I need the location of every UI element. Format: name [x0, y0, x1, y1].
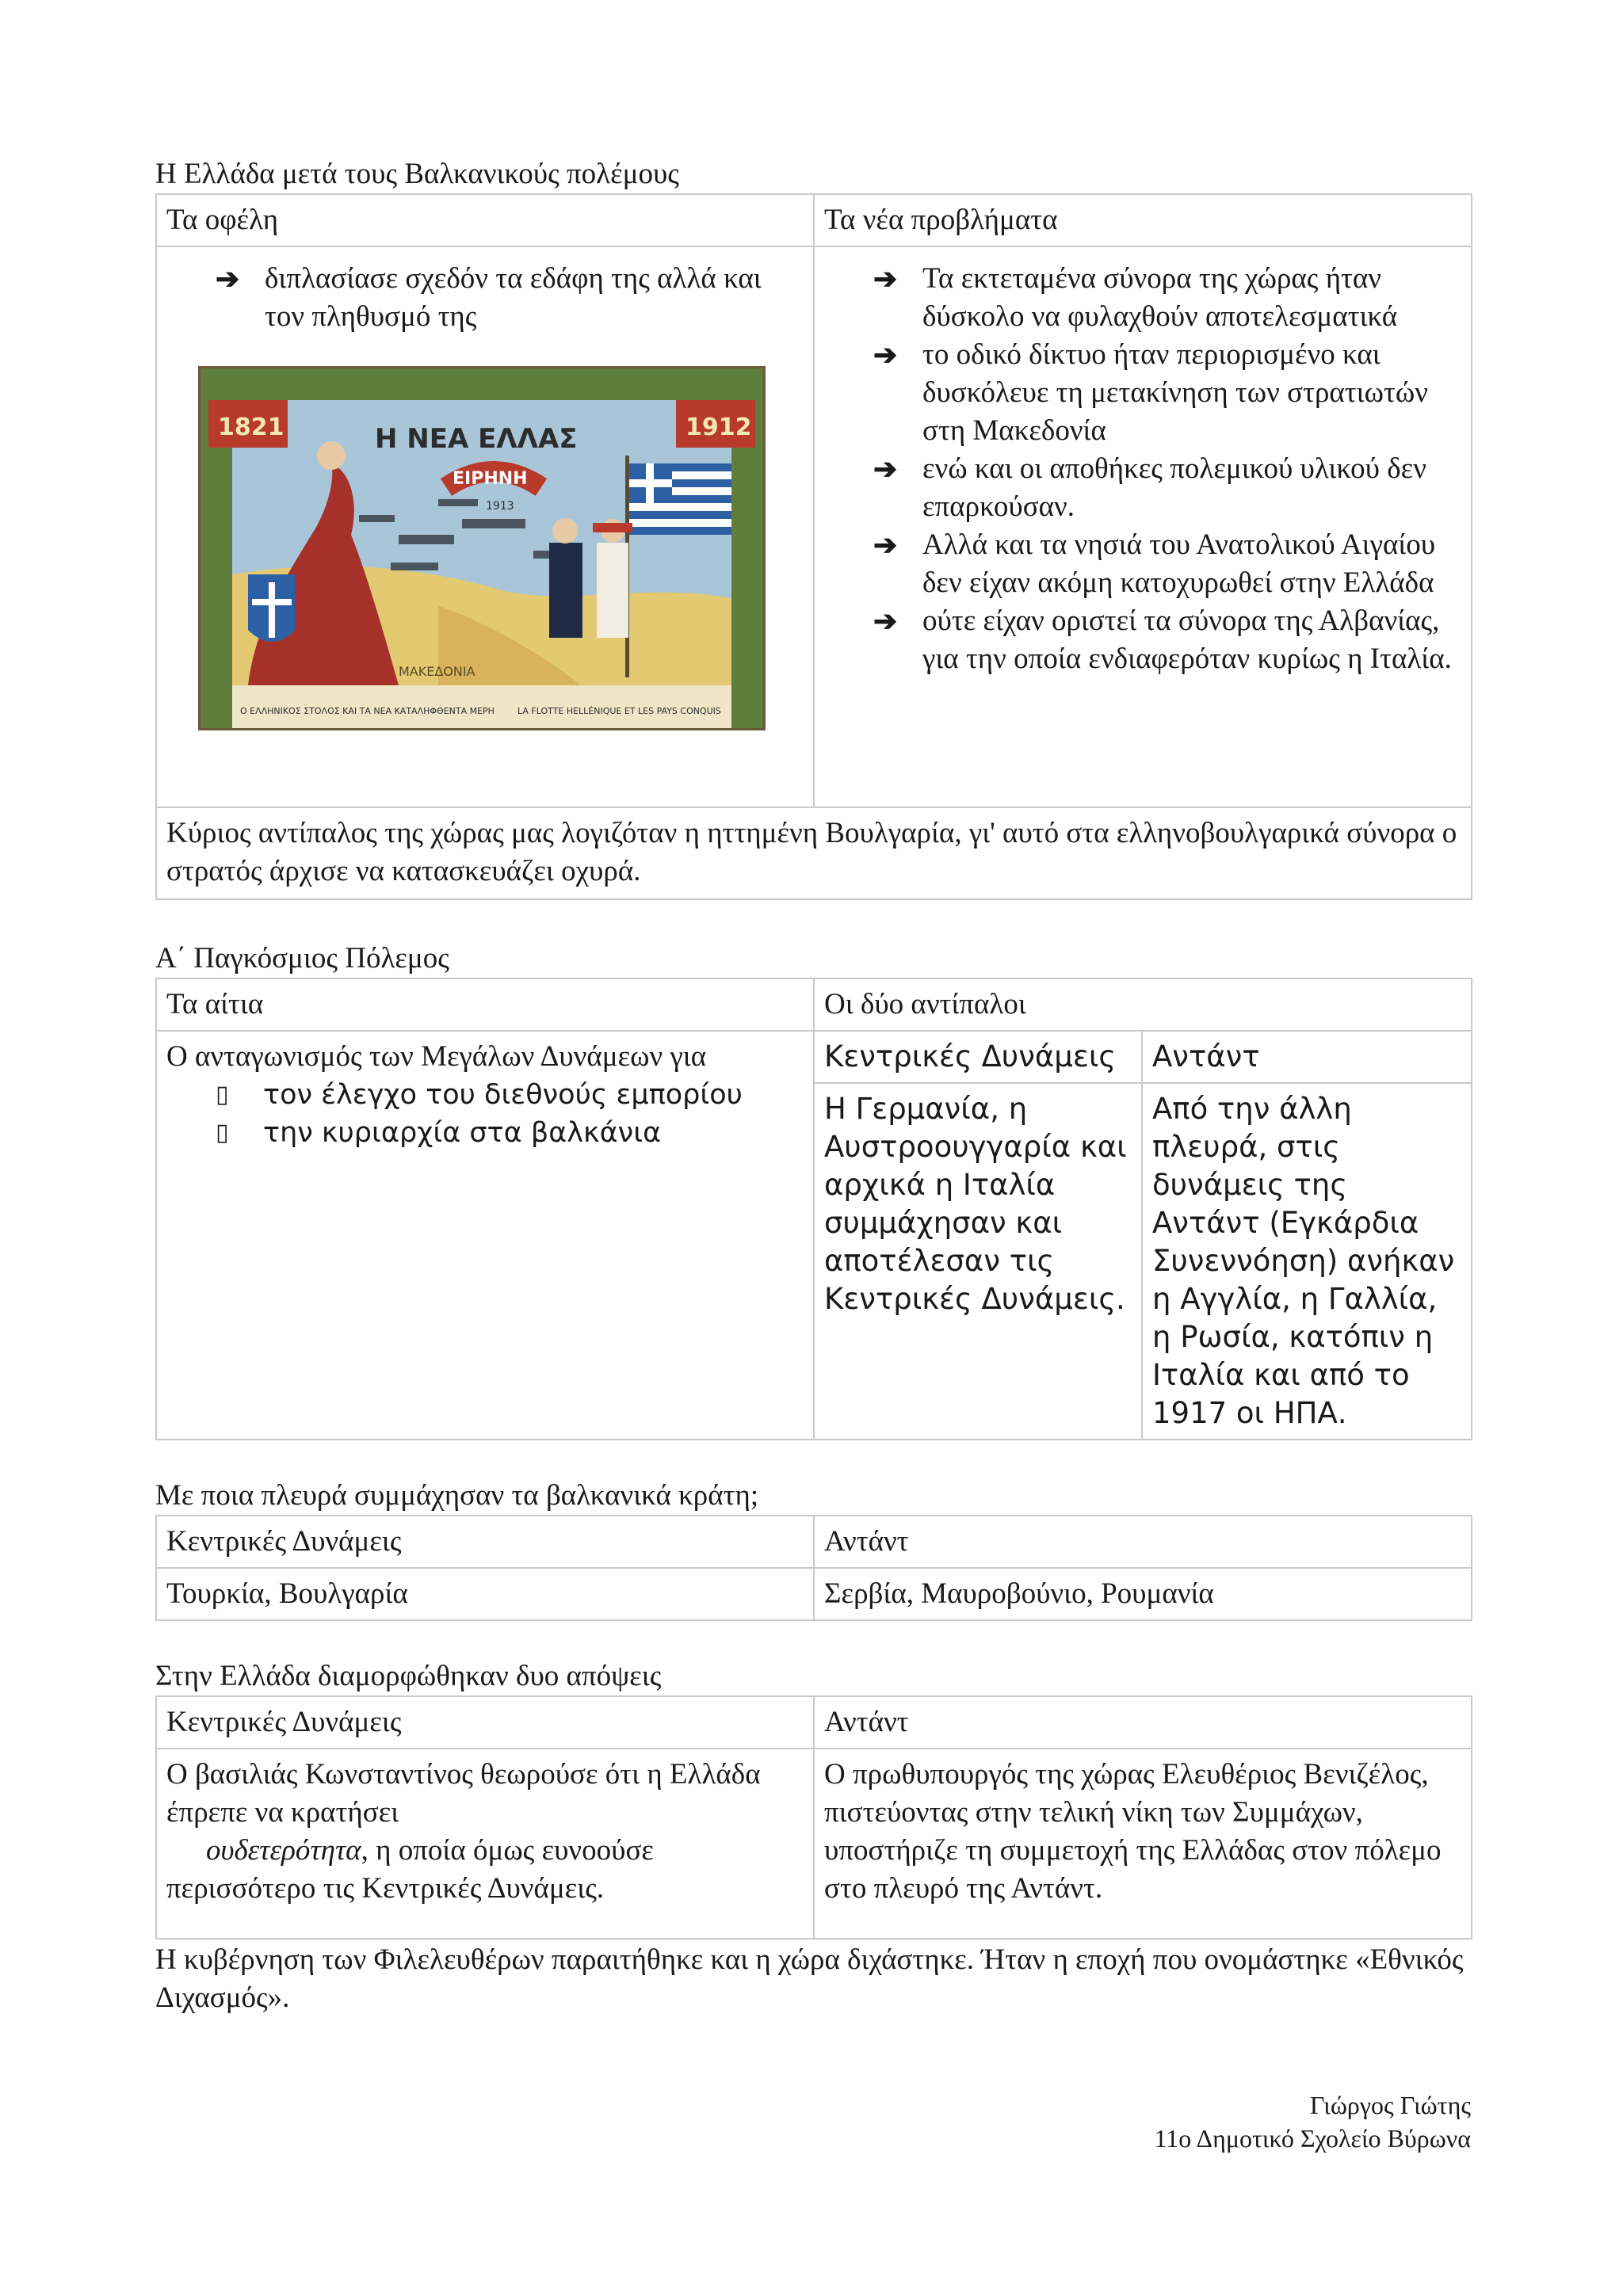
missing-glyph-icon: ▯	[216, 1119, 229, 1146]
section4-col1-header: Κεντρικές Δυνάμεις	[156, 1696, 814, 1749]
arrow-right-icon: ➔	[873, 453, 898, 485]
causes-list	[166, 1076, 804, 1152]
cause-item: ▯ την κυριαρχία στα βαλκάνια	[166, 1114, 804, 1152]
poster-caption-left: Ο ΕΛΛΗΝΙΚΟΣ ΣΤΟΛΟΣ ΚΑΙ ΤΑ ΝΕΑ ΚΑΤΑΛΗΦΘΕΝΤΑ ΜΕΡΗ	[240, 706, 495, 716]
problems-cell	[814, 246, 1472, 807]
arrow-right-icon: ➔	[873, 529, 898, 561]
entente-header: Αντάντ	[1142, 1031, 1472, 1083]
section1-heading: Η Ελλάδα μετά τους Βαλκανικούς πολέμους	[155, 158, 679, 190]
section4-table	[155, 1695, 1472, 1939]
problems-list	[873, 260, 1461, 678]
section3-col2-value: Σερβία, Μαυροβούνιο, Ρουμανία	[814, 1568, 1472, 1620]
section1-table	[155, 193, 1472, 900]
section3-col2-header: Αντάντ	[814, 1516, 1472, 1568]
poster-title: Η ΝΕΑ ΕΛΛΑΣ	[375, 423, 578, 455]
central-powers-text: Η Γερμανία, η Αυστροουγγαρία και αρχικά η Ιταλία συμμάχησαν και αποτέλεσαν τις Κεντρικές Δυνάμεις.	[814, 1083, 1142, 1440]
problems-header: Τα νέα προβλήματα	[814, 194, 1472, 246]
section4-col2-header: Αντάντ	[814, 1696, 1472, 1749]
poster-caption-right: LA FLOTTE HELLÉNIQUE ET LES PAYS CONQUIS	[517, 706, 721, 716]
closing-paragraph: Η κυβέρνηση των Φιλελευθέρων παραιτήθηκε και η χώρα διχάστηκε. Ήταν η εποχή που ονομάστηκε «Εθνικός Διχασμός».	[155, 1943, 1464, 2014]
poster-illustration	[200, 368, 763, 728]
benefit-item: ➔ διπλασίασε σχεδόν τα εδάφη της αλλά και τον πληθυσμό της	[216, 260, 804, 336]
problem-item: ➔ ενώ και οι αποθήκες πολεμικού υλικού δεν επαρκούσαν.	[873, 450, 1461, 526]
section2-table	[155, 978, 1472, 1440]
footer-school: 11ο Δημοτικό Σχολείο Βύρωνα	[1154, 2124, 1471, 2153]
opponents-header: Οι δύο αντίπαλοι	[814, 978, 1472, 1031]
poster-region-label: ΜΑΚΕΔΟΝΙΑ	[399, 664, 475, 679]
poster-year-right: 1912	[685, 414, 752, 441]
benefits-list	[216, 260, 804, 336]
missing-glyph-icon: ▯	[216, 1081, 229, 1108]
document-page	[155, 155, 1471, 2017]
section4-col2-value: Ο πρωθυπουργός της χώρας Ελευθέριος Βενιζέλος, πιστεύοντας στην τελική νίκη των Συμμάχων, υποστήριζε τη συμμετοχή της Ελλάδας στον πόλεμο στο πλευρό της Αντάντ.	[814, 1749, 1472, 1939]
section4-heading: Στην Ελλάδα διαμορφώθηκαν δυο απόψεις	[155, 1660, 662, 1692]
benefits-header: Τα οφέλη	[156, 194, 814, 246]
causes-cell	[156, 1031, 814, 1440]
poster-banner: ΕΙΡΗΝΗ	[453, 469, 528, 489]
section3-col1-value: Τουρκία, Βουλγαρία	[156, 1568, 814, 1620]
central-powers-header: Κεντρικές Δυνάμεις	[814, 1031, 1142, 1083]
arrow-right-icon: ➔	[873, 339, 898, 371]
causes-header: Τα αίτια	[156, 978, 814, 1031]
poster-year-left: 1821	[218, 414, 285, 441]
cause-item: ▯ τον έλεγχο του διεθνούς εμπορίου	[166, 1076, 804, 1114]
neutrality-term: ουδετερότητα	[206, 1834, 361, 1867]
section4-col1-value: Ο βασιλιάς Κωνσταντίνος θεωρούσε ότι η Ελλάδα έπρεπε να κρατήσει ουδετερότητα, η οποία όμως ευνοούσε περισσότερο τις Κεντρικές Δυνάμεις.	[156, 1749, 814, 1939]
problem-item: ➔ Τα εκτεταμένα σύνορα της χώρας ήταν δύσκολο να φυλαχθούν αποτελεσματικά	[873, 260, 1461, 336]
problem-item: ➔ Αλλά και τα νησιά του Ανατολικού Αιγαίου δεν είχαν ακόμη κατοχυρωθεί στην Ελλάδα	[873, 526, 1461, 602]
benefits-cell	[156, 246, 814, 807]
section3-heading: Με ποια πλευρά συμμάχησαν τα βαλκανικά κράτη;	[155, 1479, 759, 1512]
footer-author: Γιώργος Γιώτης	[1309, 2091, 1471, 2119]
section3-col1-header: Κεντρικές Δυνάμεις	[156, 1516, 814, 1568]
entente-text: Από την άλλη πλευρά, στις δυνάμεις της Αντάντ (Εγκάρδια Συνεννόηση) ανήκαν η Αγγλία, η Γαλλία, η Ρωσία, κατόπιν η Ιταλία και από το 1917 οι ΗΠΑ.	[1142, 1083, 1472, 1440]
causes-intro: Ο ανταγωνισμός των Μεγάλων Δυνάμεων για	[166, 1040, 707, 1073]
poster-banner-year: 1913	[486, 500, 514, 513]
arrow-right-icon: ➔	[873, 263, 898, 295]
section1-note: Κύριος αντίπαλος της χώρας μας λογιζόταν η ηττημένη Βουλγαρία, γι' αυτό στα ελληνοβουλγαρικά σύνορα ο στρατός άρχισε να κατασκευάζει οχυρά.	[156, 807, 1472, 899]
problem-item: ➔ το οδικό δίκτυο ήταν περιορισμένο και δυσκόλευε τη μετακίνηση των στρατιωτών στη Μακεδονία	[873, 336, 1461, 450]
arrow-right-icon: ➔	[216, 263, 240, 295]
new-greece-poster-image	[198, 366, 766, 730]
section2-heading: Α΄ Παγκόσμιος Πόλεμος	[155, 942, 449, 974]
section3-table	[155, 1515, 1472, 1621]
footer	[1154, 2088, 1471, 2155]
arrow-right-icon: ➔	[873, 605, 898, 637]
problem-item: ➔ ούτε είχαν οριστεί τα σύνορα της Αλβανίας, για την οποία ενδιαφερόταν κυρίως η Ιταλία.	[873, 602, 1461, 678]
